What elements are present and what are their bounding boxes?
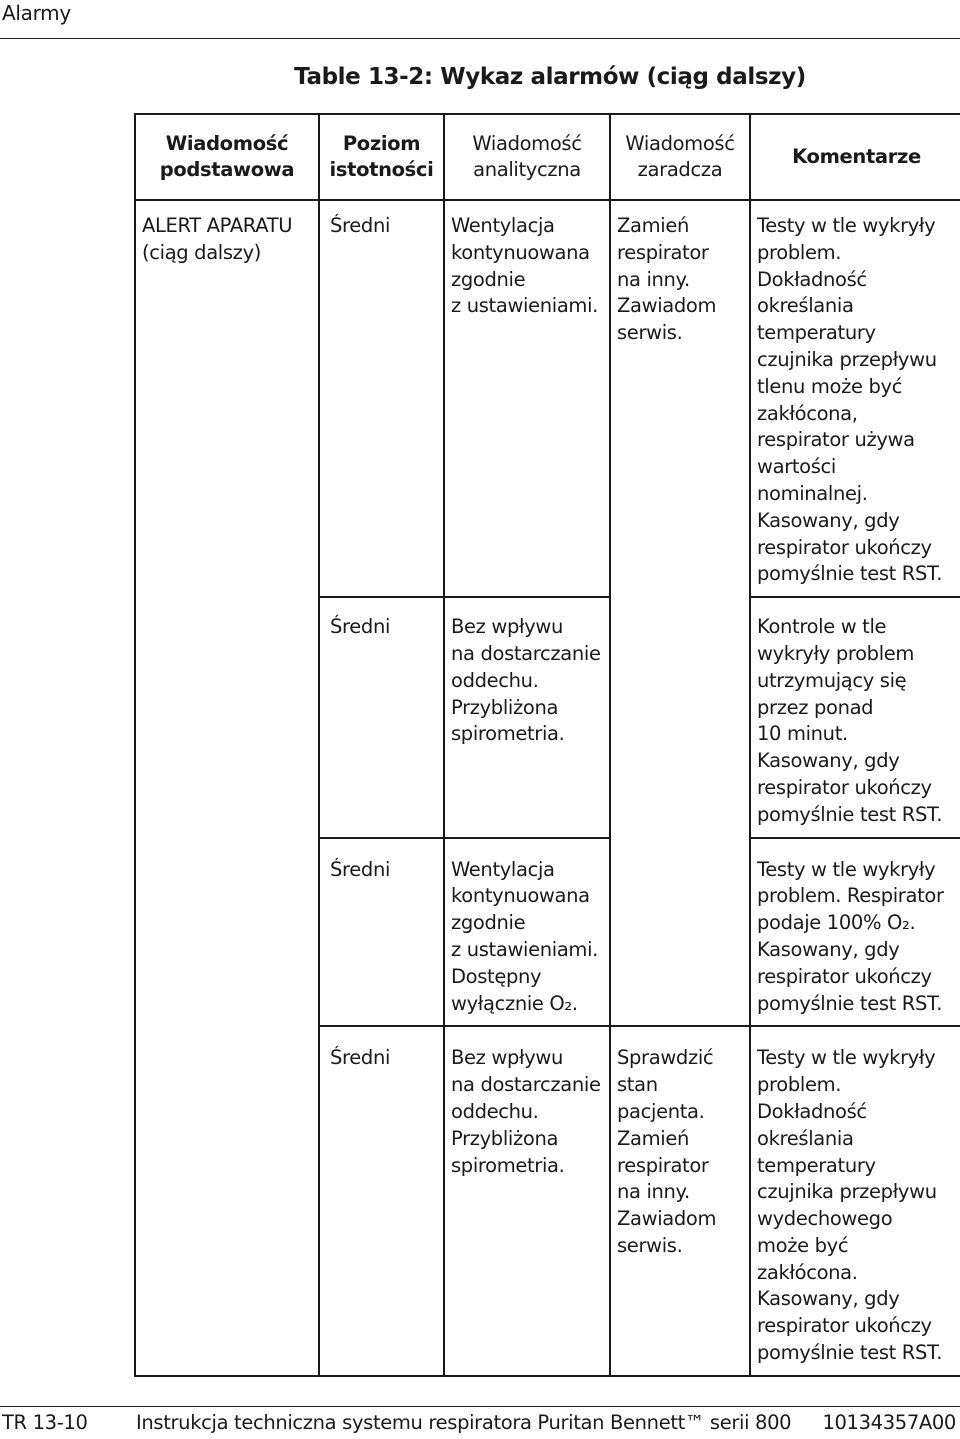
analysis-line: kontynuowana	[451, 240, 590, 264]
col-header-line: zaradcza	[637, 158, 723, 181]
comment-line: przez ponad	[757, 695, 874, 719]
comment-line: Kasowany, gdy	[757, 508, 900, 532]
col-header-line: analityczna	[473, 158, 581, 181]
comment-line: Kasowany, gdy	[757, 1287, 900, 1311]
comments-cell	[750, 1026, 960, 1376]
level-cell	[319, 200, 444, 597]
analysis-line: Wentylacja	[451, 214, 555, 237]
comment-line: nominalnej.	[757, 481, 868, 505]
base-message-cell	[135, 200, 319, 1376]
level-cell	[319, 1026, 444, 1376]
remedy-line: respirator	[617, 1153, 709, 1177]
analysis-line: zgodnie	[451, 911, 526, 935]
comment-line: określania	[757, 294, 854, 318]
analysis-cell	[444, 597, 610, 837]
comment-line: respirator ukończy	[757, 775, 932, 799]
comment-line: Dokładność	[757, 1099, 867, 1123]
analysis-line: Przybliżona	[451, 1126, 559, 1150]
remedy-line: serwis.	[617, 1233, 683, 1257]
col-header-line: Wiadomość	[472, 132, 582, 155]
comment-line: pomyślnie test RST.	[757, 1341, 943, 1365]
analysis-line: Bez wpływu	[451, 1046, 564, 1070]
analysis-line: Dostępny	[451, 964, 542, 988]
analysis-cell	[444, 1026, 610, 1376]
analysis-line: spirometria.	[451, 1153, 565, 1177]
analysis-line: na dostarczanie	[451, 641, 601, 665]
document-number: 10134357A00	[822, 1411, 956, 1434]
remedy-line: respirator	[617, 240, 709, 264]
comment-line: wartości	[757, 455, 836, 479]
analysis-cell	[444, 838, 610, 1027]
comment-line: problem.	[757, 240, 842, 264]
analysis-line: z ustawieniami.	[451, 294, 598, 318]
comment-line: respirator ukończy	[757, 535, 932, 559]
comment-line: respirator ukończy	[757, 1314, 932, 1338]
page-number: TR 13-10	[2, 1411, 88, 1434]
analysis-line: spirometria.	[451, 722, 565, 746]
col-header-line: Komentarze	[792, 145, 921, 168]
comment-line: zakłócona.	[757, 1260, 858, 1284]
remedy-line: na inny.	[617, 267, 690, 291]
comment-line: problem. Respirator	[757, 884, 944, 908]
analysis-line: Przybliżona	[451, 695, 559, 719]
col-header-remedy	[610, 114, 750, 200]
comment-line: czujnika przepływu	[757, 347, 937, 371]
col-header-line: Wiadomość	[165, 132, 289, 155]
analysis-line: oddechu.	[451, 668, 539, 692]
table-title: Table 13-2: Wykaz alarmów (ciąg dalszy)	[294, 64, 806, 90]
comment-line: Testy w tle wykryły	[757, 1046, 936, 1070]
col-header-level	[319, 114, 444, 200]
col-header-line: istotności	[329, 158, 434, 181]
comment-line: Dokładność	[757, 267, 867, 291]
comment-line: Kasowany, gdy	[757, 937, 900, 961]
comment-line: czujnika przepływu	[757, 1180, 937, 1204]
level-cell	[319, 838, 444, 1027]
comment-line: Kontrole w tle	[757, 615, 887, 639]
comment-line: podaje 100% O₂.	[757, 911, 916, 935]
remedy-line: Zawiadom	[617, 294, 717, 318]
analysis-line: zgodnie	[451, 267, 526, 291]
page-footer	[0, 1406, 960, 1439]
base-message-line: ALERT APARATU	[142, 214, 293, 237]
comment-line: może być	[757, 1233, 849, 1257]
comment-line: Testy w tle wykryły	[757, 857, 936, 881]
analysis-line: Bez wpływu	[451, 615, 564, 639]
col-header-line: Poziom	[342, 132, 421, 155]
analysis-line: na dostarczanie	[451, 1073, 601, 1097]
remedy-cell	[610, 200, 750, 1026]
analysis-cell	[444, 200, 610, 597]
comment-line: wydechowego	[757, 1207, 893, 1231]
document-title: Instrukcja techniczna systemu respiratora Puritan Bennett™ serii 800	[136, 1411, 792, 1434]
comment-line: Kasowany, gdy	[757, 749, 900, 773]
alarm-table	[134, 113, 960, 1377]
analysis-line: oddechu.	[451, 1099, 539, 1123]
col-header-line: Wiadomość	[625, 132, 735, 155]
comments-cell	[750, 597, 960, 837]
analysis-line: z ustawieniami.	[451, 937, 598, 961]
comment-line: 10 minut.	[757, 722, 848, 746]
analysis-line: Wentylacja	[451, 857, 555, 881]
remedy-line: Zawiadom	[617, 1207, 717, 1231]
level-value: Średni	[330, 857, 391, 881]
remedy-line: na inny.	[617, 1180, 690, 1204]
col-header-analysis	[444, 114, 610, 200]
comment-line: tlenu może być	[757, 374, 903, 398]
comment-line: temperatury	[757, 321, 876, 345]
col-header-comments	[750, 114, 960, 200]
remedy-line: pacjenta.	[617, 1099, 705, 1123]
table-row	[135, 200, 960, 597]
table-header-row	[135, 114, 960, 200]
comment-line: respirator używa	[757, 428, 915, 452]
remedy-line: stan	[617, 1073, 658, 1097]
level-value: Średni	[330, 214, 391, 237]
comment-line: zakłócona,	[757, 401, 858, 425]
comment-line: określania	[757, 1126, 854, 1150]
comment-line: wykryły problem	[757, 641, 915, 665]
remedy-line: Zamień	[617, 1126, 689, 1150]
comment-line: pomyślnie test RST.	[757, 562, 943, 586]
running-header	[0, 0, 960, 39]
comment-line: utrzymujący się	[757, 668, 907, 692]
analysis-line: kontynuowana	[451, 884, 590, 908]
remedy-line: serwis.	[617, 321, 683, 345]
level-value: Średni	[330, 615, 391, 639]
analysis-line: wyłącznie O₂.	[451, 991, 578, 1015]
section-name: Alarmy	[2, 1, 71, 25]
base-message-line: (ciąg dalszy)	[142, 240, 262, 264]
comment-line: pomyślnie test RST.	[757, 991, 943, 1015]
comment-line: respirator ukończy	[757, 964, 932, 988]
col-header-base	[135, 114, 319, 200]
comments-cell	[750, 838, 960, 1027]
col-header-line: podstawowa	[159, 158, 295, 181]
remedy-line: Sprawdzić	[617, 1046, 714, 1070]
comment-line: temperatury	[757, 1153, 876, 1177]
comments-cell	[750, 200, 960, 597]
level-value: Średni	[330, 1046, 391, 1070]
remedy-line: Zamień	[617, 214, 689, 237]
comment-line: pomyślnie test RST.	[757, 802, 943, 826]
comment-line: Testy w tle wykryły	[757, 214, 936, 237]
level-cell	[319, 597, 444, 837]
comment-line: problem.	[757, 1073, 842, 1097]
remedy-cell	[610, 1026, 750, 1376]
